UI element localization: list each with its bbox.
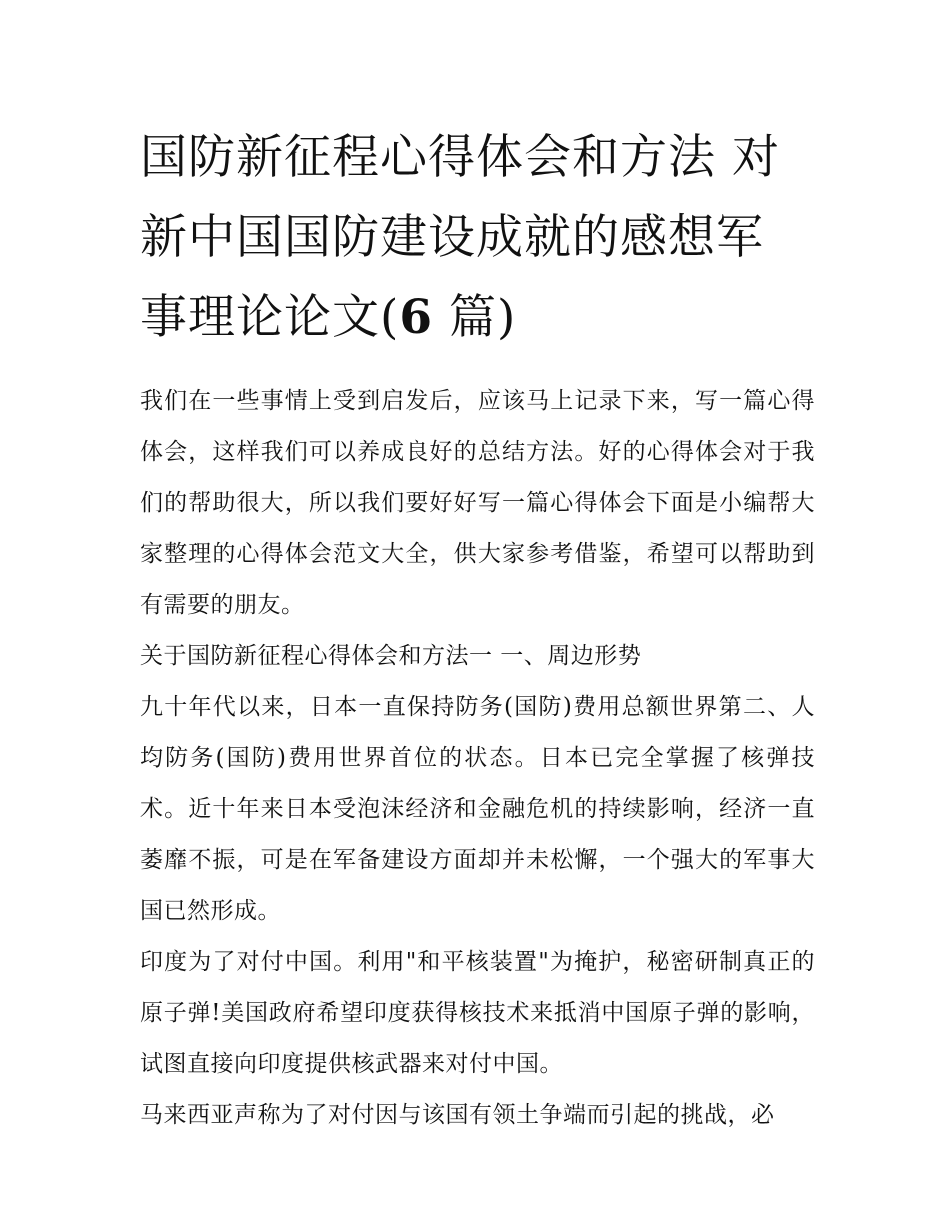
document-title [140,118,815,358]
document-body [140,376,815,1141]
title-text: 国防新征程心得体会和方法 对 新中国国防建设成就的感想军 事理论论文( [140,130,780,345]
document-page [140,118,815,1141]
title-suffix: 篇) [433,290,517,345]
section-heading: 关于国防新征程心得体会和方法一 一、周边形势 [140,643,642,669]
paragraph-malaysia: 马来西亚声称为了对付因与该国有领土争端而引起的挑战，必 [140,1102,775,1128]
paragraph-india: 印度为了对付中国。利用"和平核装置"为掩护，秘密研制真正的原子弹!美国政府希望印度获得核技术来抵消中国原子弹的影响，试图直接向印度提供核武器来对付中国。 [140,949,815,1077]
paragraph-japan: 九十年代以来，日本一直保持防务(国防)费用总额世界第二、人均防务(国防)费用世界首位的状态。日本已完全掌握了核弹技术。近十年来日本受泡沫经济和金融危机的持续影响，经济一直萎靡不振，可是在军备建设方面却并未松懈，一个强大的军事大国已然形成。 [140,694,815,924]
title-number: 6 [399,290,434,345]
intro-paragraph: 我们在一些事情上受到启发后，应该马上记录下来，写一篇心得体会，这样我们可以养成良好的总结方法。好的心得体会对于我们的帮助很大，所以我们要好好写一篇心得体会下面是小编帮大家整理的心得体会范文大全，供大家参考借鉴，希望可以帮助到有需要的朋友。 [140,388,815,618]
